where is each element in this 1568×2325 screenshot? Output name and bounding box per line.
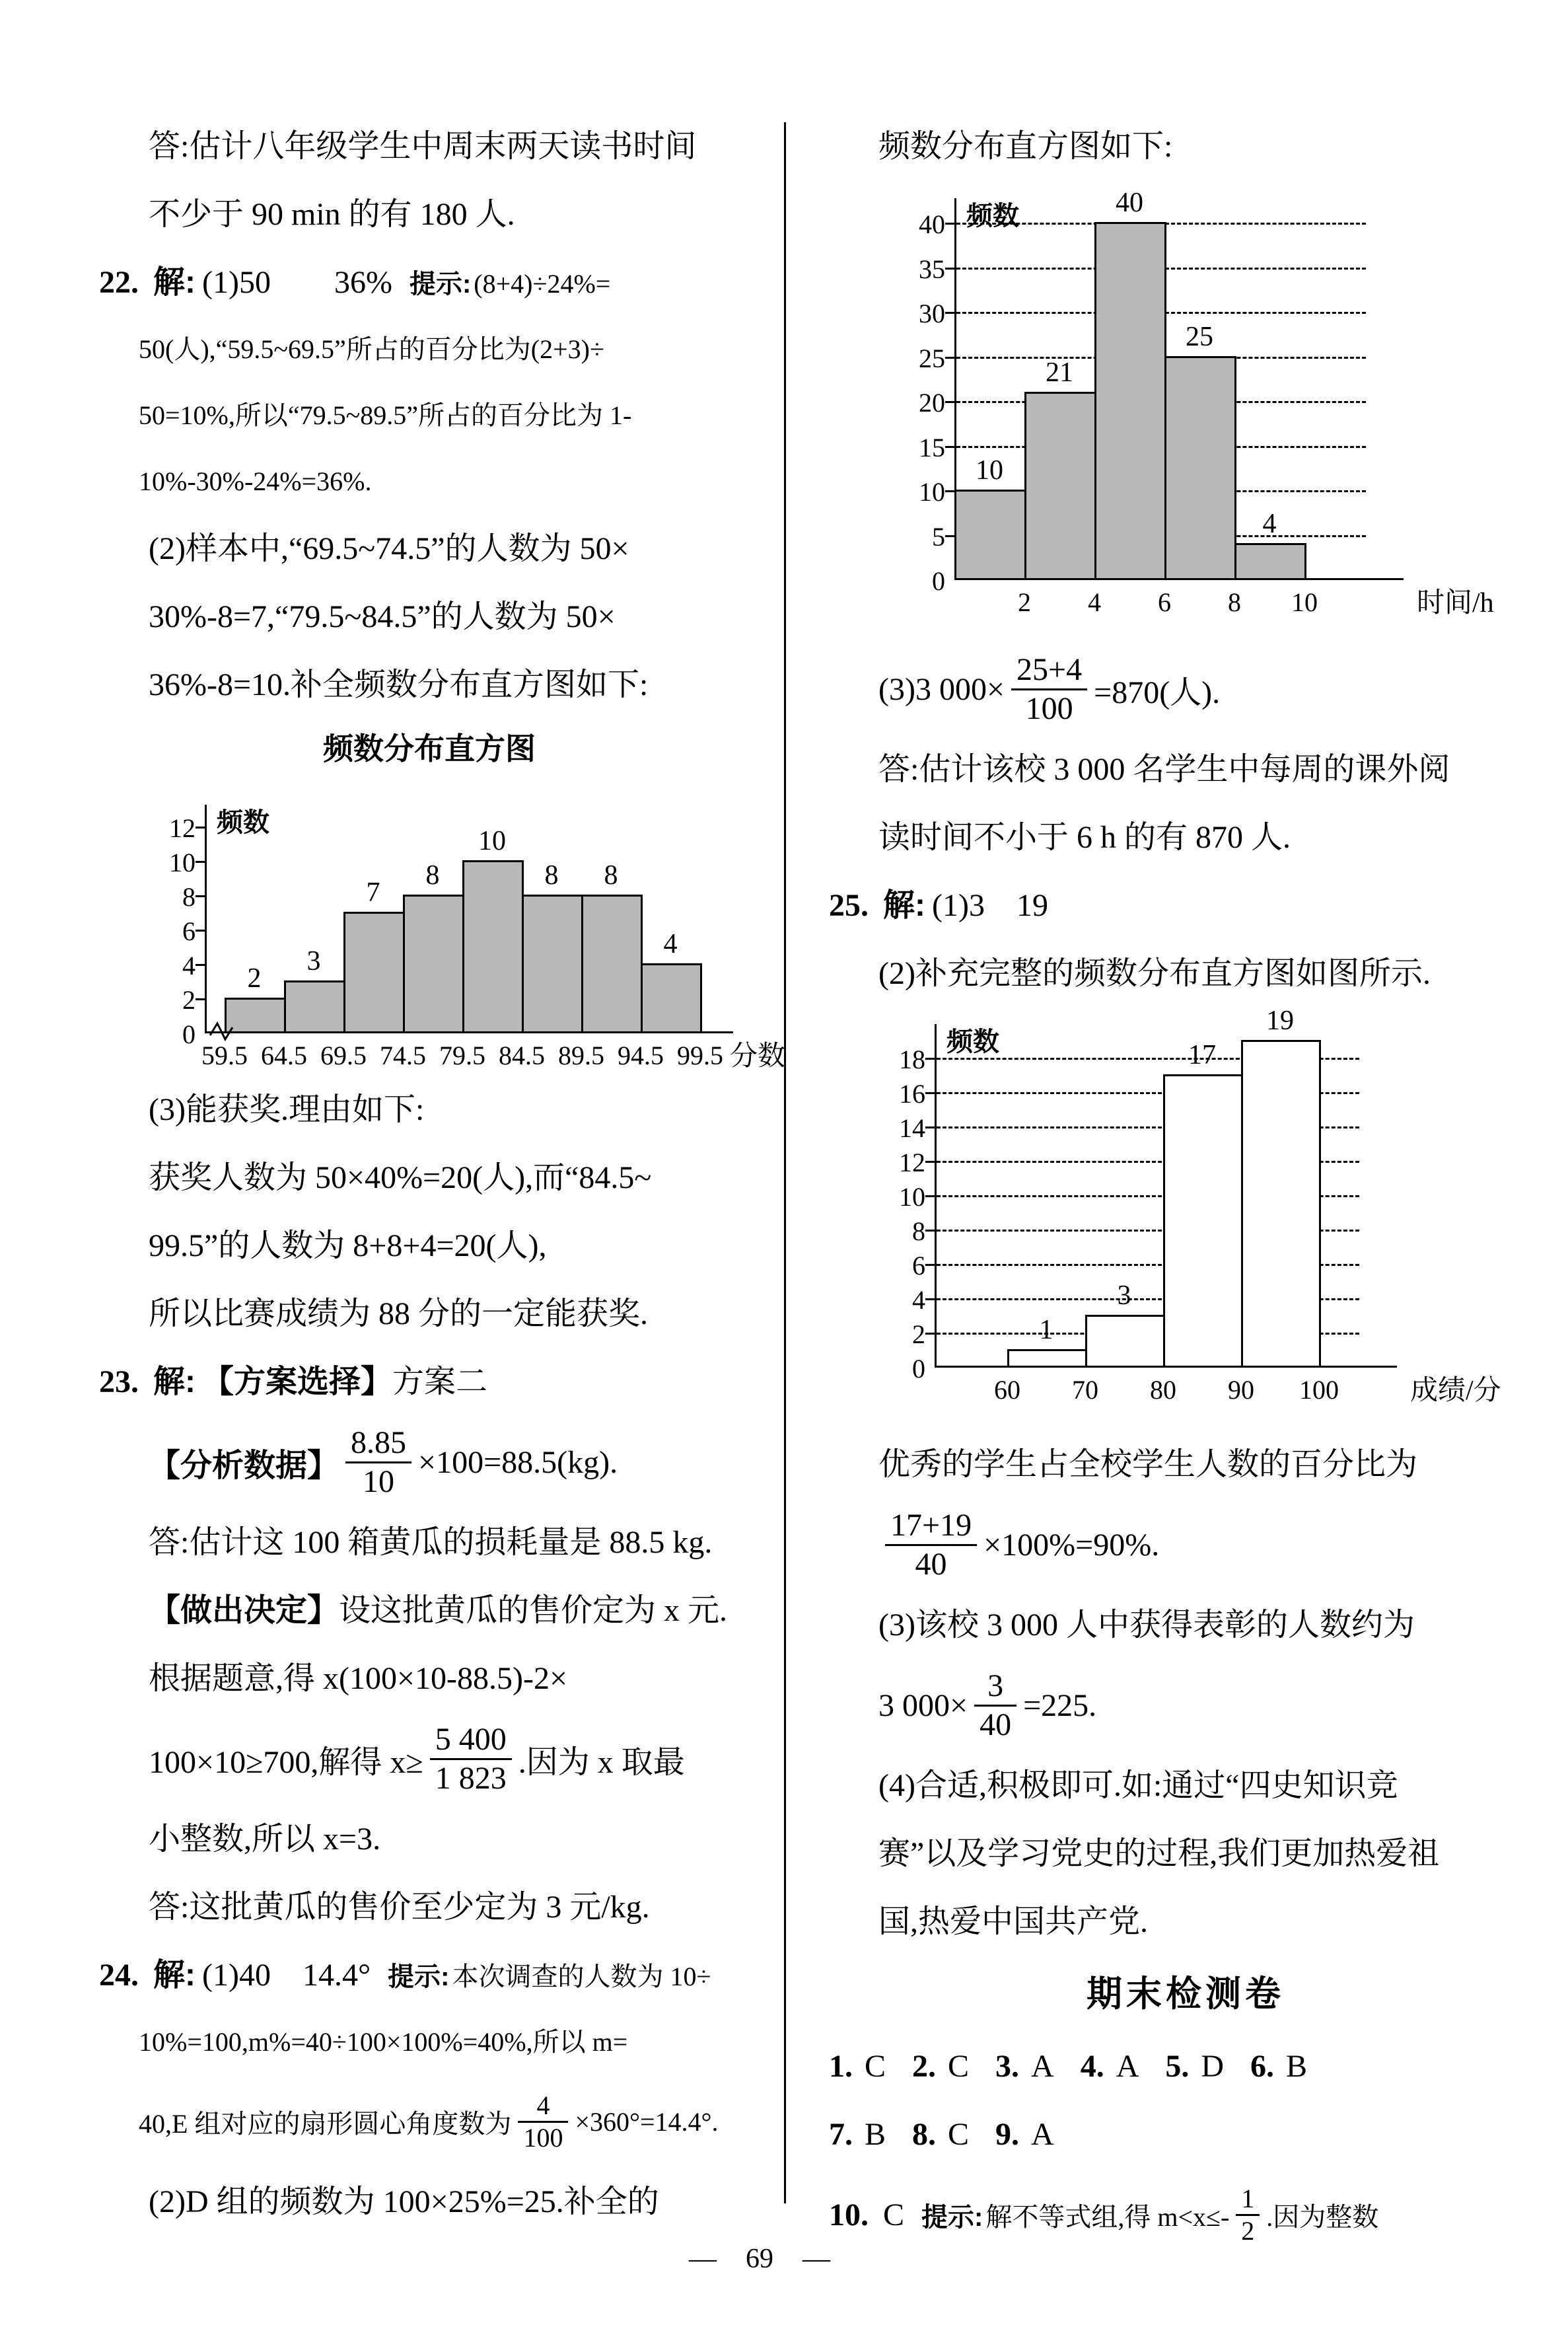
y-axis: [935, 1024, 937, 1368]
x-tick-label: 64.5: [261, 1041, 307, 1070]
answer-text-line: (3)该校 3 000 人中获得表彰的人数约为: [878, 1607, 1415, 1642]
histogram-bar: [641, 963, 702, 1033]
answer-text-line: (3)能获奖.理由如下:: [149, 1092, 425, 1127]
y-tick-label: 30: [919, 299, 945, 328]
answer-letter: C: [948, 2117, 970, 2152]
bar-value-label: 2: [247, 963, 262, 994]
fraction-numerator: 3: [974, 1668, 1016, 1706]
answer-text-line: 答:估计八年级学生中周末两天读书时间: [149, 129, 697, 164]
answer-number: 9.: [995, 2117, 1020, 2152]
tag-label: 【做出决定】: [149, 1593, 339, 1628]
hint-text-line: 10%=100,m%=40÷100×100%=40%,所以 m=: [139, 2027, 628, 2057]
question-25-answer-line: [829, 871, 1542, 940]
answer-value: (1)50 36%: [202, 265, 392, 300]
section-heading: 期末检测卷: [1087, 1974, 1285, 2014]
fraction: [518, 2090, 568, 2153]
hint-text-line: 10%-30%-24%=36%.: [139, 466, 372, 496]
fraction-numerator: 5 400: [430, 1721, 512, 1759]
tag-label: 【方案选择】: [202, 1364, 393, 1399]
hint-formula-line: [99, 2075, 760, 2168]
fraction-denominator: 2: [1241, 2215, 1255, 2246]
bar-value-label: 10: [976, 455, 1003, 486]
answer-text-line: 答:这批黄瓜的售价至少定为 3 元/kg.: [149, 1890, 650, 1925]
formula-text: (3)3 000×: [878, 671, 1005, 707]
histogram-bar: [1234, 543, 1306, 580]
fraction-numerator: 1: [1236, 2184, 1260, 2216]
y-tick-label: 20: [919, 388, 945, 418]
x-tick-label: 6: [1158, 587, 1171, 617]
formula-line: [829, 643, 1542, 735]
x-tick-label: 74.5: [380, 1041, 426, 1070]
y-tick-label: 8: [182, 882, 196, 912]
hint-label: 提示:: [921, 2202, 983, 2232]
answer-text-line: (2)样本中,“69.5~74.5”的人数为 50×: [149, 531, 629, 566]
answer-value: (1)3 19: [932, 888, 1048, 923]
y-tick-mark: [196, 861, 205, 863]
left-column: [99, 112, 786, 2236]
axis-break-icon: [209, 1021, 235, 1042]
histogram-title: 频数分布直方图: [323, 731, 536, 766]
y-tick-mark: [945, 446, 954, 448]
answer-text-line: [99, 1576, 760, 1644]
x-axis-label: 分数: [730, 1041, 786, 1072]
answer-text-line: 根据题意,得 x(100×10-88.5)-2×: [149, 1661, 568, 1696]
y-tick-mark: [925, 1230, 935, 1232]
solution-label: 解:: [153, 265, 196, 300]
formula-text: =225.: [1023, 1687, 1097, 1723]
y-tick-mark: [925, 1126, 935, 1128]
question-10-answer-line: [829, 2168, 1542, 2261]
column-divider: [784, 122, 786, 2203]
formula-line: [99, 1416, 760, 1508]
formula-text: ×360°=14.4°.: [575, 2106, 719, 2137]
hint-text: 解不等式组,得 m<x≤-: [985, 2201, 1230, 2232]
y-tick-mark: [945, 535, 954, 537]
y-tick-label: 35: [919, 254, 945, 284]
bar-value-label: 10: [478, 826, 506, 856]
answer-letter: D: [1201, 2049, 1225, 2084]
bar-value-label: 17: [1188, 1040, 1216, 1070]
histogram-bar: [1024, 392, 1096, 581]
bar-value-label: 4: [663, 929, 678, 959]
x-axis-label: 成绩/分: [1410, 1376, 1501, 1406]
x-tick-label: 80: [1150, 1375, 1176, 1405]
histogram-bar: [1164, 356, 1236, 581]
fraction: [430, 1721, 512, 1796]
answer-text-line: (2)补充完整的频数分布直方图如图所示.: [878, 956, 1431, 991]
bar-value-label: 3: [306, 946, 321, 977]
fraction: [345, 1424, 411, 1499]
bar-value-label: 7: [366, 877, 380, 908]
x-tick-label: 10: [1291, 587, 1318, 617]
histogram-bar: [1007, 1349, 1087, 1368]
answer-text-line: (4)合适,积极即可.如:通过“四史知识竞: [878, 1768, 1398, 1803]
fraction-denominator: 40: [915, 1546, 947, 1582]
answer-number: 2.: [912, 2049, 937, 2084]
answer-text-line: 36%-8=10.补全频数分布直方图如下:: [149, 667, 649, 702]
y-tick-label: 5: [932, 521, 945, 552]
answer-number: 6.: [1250, 2049, 1275, 2084]
fraction: [974, 1668, 1016, 1742]
answer-number: 1.: [829, 2049, 853, 2084]
y-tick-label: 25: [919, 343, 945, 373]
answer-text-line: 99.5”的人数为 8+8+4=20(人),: [149, 1228, 547, 1263]
histogram-bar: [581, 895, 643, 1033]
solution-label: 解:: [883, 888, 925, 923]
histogram-bar: [522, 895, 583, 1033]
y-tick-mark: [925, 1058, 935, 1060]
footer-dash: —: [802, 2244, 830, 2274]
fraction-denominator: 40: [980, 1707, 1012, 1742]
y-tick-label: 18: [899, 1045, 925, 1074]
y-tick-mark: [945, 357, 954, 359]
fraction-numerator: 4: [518, 2090, 568, 2123]
footer-dash: —: [689, 2244, 717, 2274]
x-tick-label: 100: [1299, 1375, 1339, 1405]
fraction-denominator: 10: [363, 1463, 395, 1499]
x-tick-label: 2: [1018, 587, 1031, 617]
question-number: 10.: [829, 2197, 869, 2233]
y-tick-mark: [945, 312, 954, 314]
y-tick-mark: [196, 895, 205, 897]
bar-value-label: 4: [1262, 509, 1277, 539]
y-tick-label: 10: [899, 1182, 925, 1212]
y-tick-label: 12: [169, 813, 196, 843]
answer-number: 3.: [995, 2049, 1020, 2084]
x-tick-label: 79.5: [439, 1041, 485, 1070]
answer-letter: C: [883, 2197, 905, 2233]
histogram-bar: [343, 912, 405, 1033]
x-tick-label: 60: [994, 1375, 1020, 1405]
answer-number: 7.: [829, 2117, 853, 2152]
fraction-numerator: 17+19: [885, 1507, 977, 1545]
y-tick-mark: [945, 223, 954, 225]
y-tick-mark: [925, 1195, 935, 1197]
bar-value-label: 25: [1186, 321, 1213, 352]
fraction-denominator: 1 823: [435, 1760, 507, 1796]
fraction-denominator: 100: [523, 2122, 563, 2153]
answer-text-line: 30%-8=7,“79.5~84.5”的人数为 50×: [149, 599, 616, 634]
fraction-numerator: 25+4: [1011, 651, 1087, 690]
answer-text-line: 小整数,所以 x=3.: [149, 1822, 381, 1857]
choice-answers-row: [829, 2032, 1542, 2100]
answer-number: 8.: [912, 2117, 937, 2152]
y-tick-label: 10: [169, 848, 196, 877]
answer-letter: A: [1031, 2117, 1054, 2152]
histogram-bar: [403, 895, 464, 1033]
bar-value-label: 19: [1266, 1006, 1294, 1036]
y-axis-label: 频数: [946, 1027, 999, 1056]
y-axis: [205, 805, 207, 1033]
answer-text-line: 所以比赛成绩为 88 分的一定能获奖.: [149, 1296, 649, 1331]
y-tick-label: 0: [932, 566, 945, 596]
x-tick-label: 59.5: [201, 1041, 248, 1070]
answer-text-line: 国,热爱中国共产党.: [878, 1904, 1149, 1939]
answer-letter: B: [1286, 2049, 1308, 2084]
answer-letter: C: [865, 2049, 886, 2084]
histogram-bar: [284, 980, 345, 1033]
fraction-numerator: 8.85: [345, 1424, 411, 1463]
y-tick-mark: [945, 268, 954, 270]
answer-text-line: 赛”以及学习党史的过程,我们更加热爱祖: [878, 1836, 1440, 1871]
formula-text: 3 000×: [878, 1687, 968, 1723]
solution-label: 解:: [153, 1364, 196, 1399]
formula-line: [829, 1498, 1542, 1591]
formula-text: =870(人).: [1094, 675, 1221, 710]
tag-label: 【分析数据】: [149, 1448, 339, 1483]
solution-label: 解:: [153, 1958, 196, 1993]
x-tick-label: 8: [1228, 587, 1241, 617]
hint-text-line: 50=10%,所以“79.5~89.5”所占的百分比为 1-: [139, 400, 632, 430]
y-tick-label: 2: [182, 985, 196, 1015]
answer-text-line: 获奖人数为 50×40%=20(人),而“84.5~: [149, 1160, 652, 1195]
answer-value: 方案二: [392, 1364, 488, 1399]
hint-text-line: 50(人),“59.5~69.5”所占的百分比为(2+3)÷: [139, 334, 604, 364]
bar-value-label: 8: [604, 860, 618, 891]
x-tick-label: 69.5: [320, 1041, 367, 1070]
histogram-bar: [1094, 222, 1166, 580]
y-tick-mark: [925, 1264, 935, 1266]
question-22-answer-line: [99, 248, 760, 316]
x-axis-label: 时间/h: [1417, 588, 1494, 618]
formula-text: ×100%=90%.: [983, 1527, 1160, 1563]
x-tick-label: 94.5: [618, 1041, 664, 1070]
histogram-bar: [1241, 1040, 1321, 1368]
y-tick-label: 2: [912, 1319, 925, 1349]
y-tick-mark: [196, 964, 205, 966]
bar-value-label: 8: [425, 860, 440, 891]
bar-value-label: 40: [1116, 188, 1143, 218]
answer-text-line: 优秀的学生占全校学生人数的百分比为: [878, 1447, 1418, 1482]
y-tick-label: 6: [912, 1251, 925, 1280]
y-tick-mark: [945, 401, 954, 403]
y-tick-label: 4: [182, 951, 196, 980]
x-tick-label: 89.5: [558, 1041, 604, 1070]
y-tick-mark: [925, 1298, 935, 1300]
hint-text: (8+4)÷24%=: [474, 269, 611, 299]
grade-frequency-histogram: [836, 1008, 1536, 1430]
hint-text: .因为整数: [1266, 2201, 1379, 2232]
y-tick-label: 15: [919, 432, 945, 462]
y-tick-mark: [196, 930, 205, 932]
y-tick-mark: [196, 827, 205, 829]
bar-value-label: 8: [544, 860, 559, 891]
y-tick-label: 0: [182, 1019, 196, 1049]
y-tick-label: 12: [899, 1148, 925, 1177]
question-23-answer-line: [99, 1348, 760, 1416]
formula-text: ×100=88.5(kg).: [418, 1444, 618, 1480]
y-tick-label: 4: [912, 1285, 925, 1315]
bar-value-label: 3: [1117, 1280, 1131, 1311]
x-tick-label: 4: [1088, 587, 1101, 617]
answer-number: 5.: [1165, 2049, 1190, 2084]
x-tick-label: 84.5: [499, 1041, 545, 1070]
question-24-answer-line: [99, 1941, 760, 2009]
formula-line: [99, 1713, 760, 1805]
fraction: [1011, 651, 1087, 726]
y-axis-label: 频数: [217, 808, 269, 837]
question-number: 23.: [99, 1364, 139, 1399]
formula-text: 40,E 组对应的扇形圆心角度数为: [139, 2108, 512, 2139]
y-tick-label: 8: [912, 1216, 925, 1246]
y-axis-label: 频数: [966, 202, 1019, 231]
hint-text: 本次调查的人数为 10÷: [452, 1962, 711, 1991]
answer-letter: B: [865, 2117, 886, 2152]
y-tick-label: 40: [919, 209, 945, 239]
fraction-denominator: 100: [1025, 690, 1073, 726]
hint-label: 提示:: [388, 1962, 450, 1991]
bar-value-label: 1: [1039, 1315, 1053, 1345]
answer-text-line: (2)D 组的频数为 100×25%=25.补全的: [149, 2184, 659, 2219]
y-tick-label: 14: [899, 1113, 925, 1143]
x-tick-label: 90: [1228, 1375, 1254, 1405]
question-number: 24.: [99, 1958, 139, 1993]
answer-value: (1)40 14.4°: [202, 1958, 371, 1993]
answer-text-line: 不少于 90 min 的有 180 人.: [149, 197, 515, 232]
formula-line: [829, 1659, 1542, 1752]
y-tick-mark: [925, 1092, 935, 1094]
question-number: 22.: [99, 265, 139, 300]
histogram-bar: [954, 490, 1026, 580]
y-tick-mark: [945, 490, 954, 492]
y-tick-mark: [925, 1161, 935, 1163]
formula-text: 100×10≥700,解得 x≥: [149, 1744, 423, 1780]
question-number: 25.: [829, 888, 869, 923]
answer-letter: A: [1031, 2049, 1054, 2084]
page-number: 69: [746, 2244, 773, 2274]
y-tick-label: 16: [899, 1079, 925, 1109]
time-frequency-histogram: [836, 180, 1536, 643]
y-tick-mark: [925, 1333, 935, 1335]
histogram-bar: [1163, 1074, 1243, 1368]
page-footer: [627, 2243, 892, 2275]
answer-text-line: 读时间不小于 6 h 的有 870 人.: [878, 820, 1291, 855]
fraction: [885, 1507, 977, 1582]
answer-text: 设这批黄瓜的售价定为 x 元.: [339, 1593, 728, 1628]
x-tick-label: 70: [1072, 1375, 1098, 1405]
answer-text-line: 答:估计这 100 箱黄瓜的损耗量是 88.5 kg.: [149, 1525, 713, 1560]
fraction: [1236, 2184, 1260, 2246]
y-tick-mark: [196, 998, 205, 1000]
answer-text-line: 频数分布直方图如下:: [878, 129, 1173, 164]
histogram-bar: [1085, 1315, 1165, 1368]
choice-answers-row: [829, 2100, 1542, 2168]
right-column: [829, 112, 1542, 2261]
answer-letter: A: [1116, 2049, 1139, 2084]
score-frequency-histogram: [99, 778, 786, 1076]
answer-text-line: 答:估计该校 3 000 名学生中每周的课外阅: [878, 752, 1450, 787]
answer-letter: C: [948, 2049, 970, 2084]
formula-text: .因为 x 取最: [518, 1744, 685, 1780]
x-tick-label: 99.5: [677, 1041, 723, 1070]
bar-value-label: 21: [1046, 357, 1073, 388]
answer-number: 4.: [1080, 2049, 1104, 2084]
y-tick-label: 6: [182, 916, 196, 946]
y-tick-label: 0: [912, 1354, 925, 1384]
hint-label: 提示:: [409, 270, 472, 299]
y-tick-label: 10: [919, 477, 945, 507]
